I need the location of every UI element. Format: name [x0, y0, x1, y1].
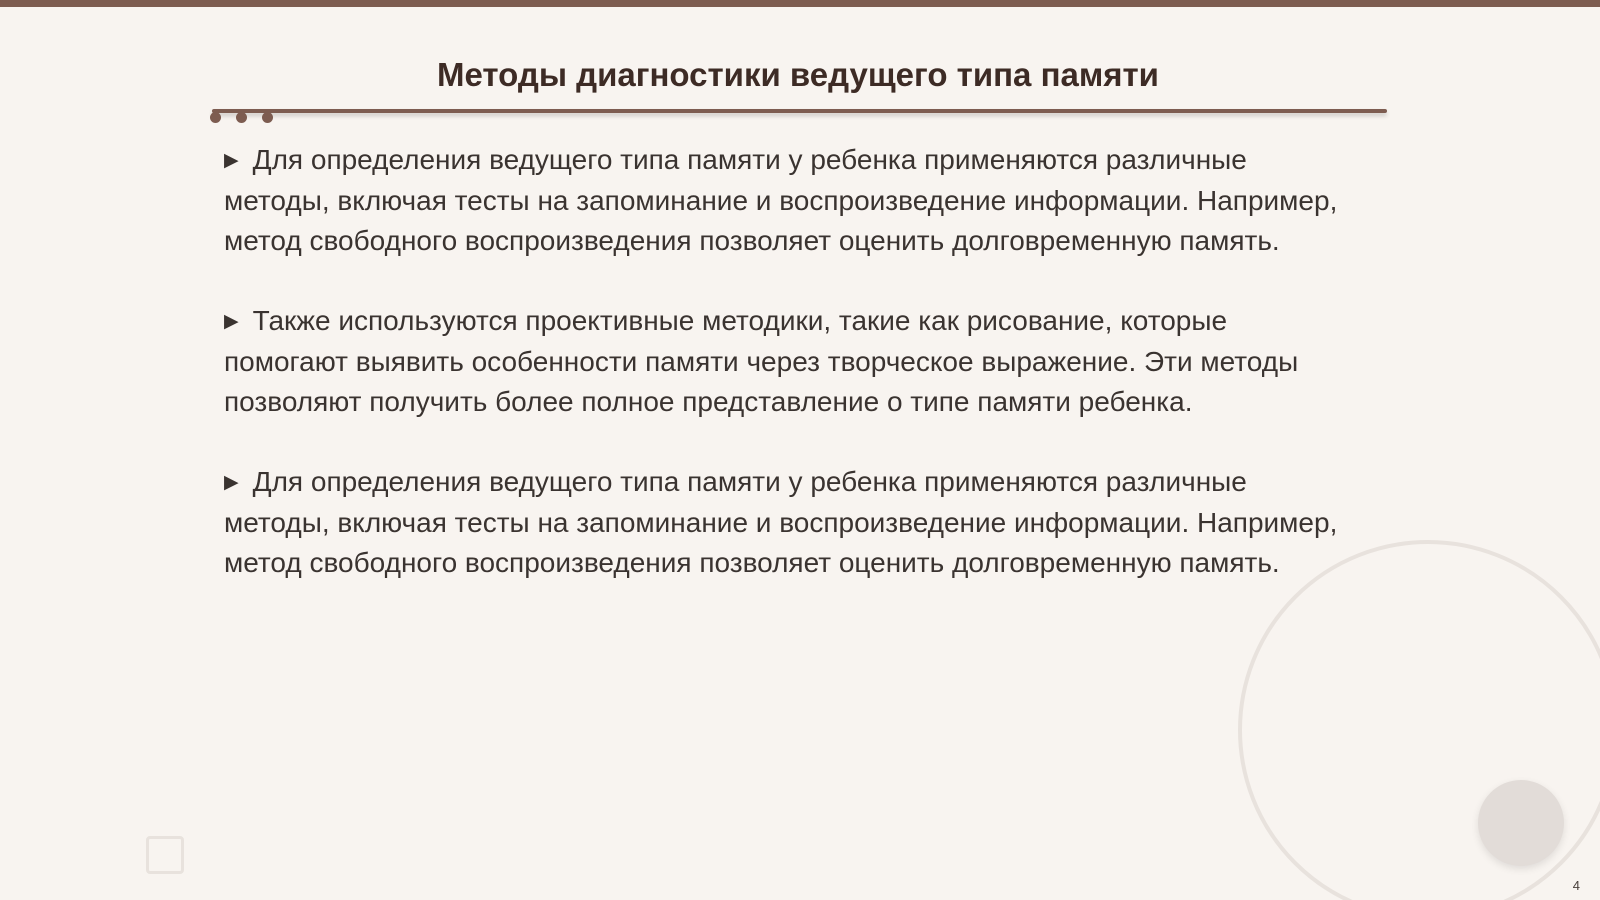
triangle-bullet-icon: ▶: [224, 150, 239, 171]
underline-dot-3: [262, 112, 273, 123]
bullet-text-2: Также используются проективные методики, такие как рисование, которые помогают выявить особенности памяти через творческое выражение. Эти методы позволяют получить более полное представление о типе памяти ребенка.: [224, 305, 1299, 417]
top-accent-bar: [0, 0, 1600, 7]
bullet-text-1: Для определения ведущего типа памяти у ребенка применяются различные методы, включая тесты на запоминание и воспроизведение информации. Например, метод свободного воспроизведения позволяет оценить долговременную память.: [224, 144, 1338, 256]
page-number: 4: [1572, 878, 1580, 893]
bullet-paragraph-2: [224, 301, 1354, 422]
title-underline: [212, 109, 1387, 113]
bullet-paragraph-3: [224, 462, 1354, 583]
slide-title: Методы диагностики ведущего типа памяти: [437, 56, 1159, 93]
triangle-bullet-icon: ▶: [224, 472, 239, 493]
bullet-text-3: Для определения ведущего типа памяти у ребенка применяются различные методы, включая тесты на запоминание и воспроизведение информации. Например, метод свободного воспроизведения позволяет оценить долговременную память.: [224, 466, 1338, 578]
underline-dot-2: [236, 112, 247, 123]
bullet-list: [224, 140, 1354, 623]
decorative-circle: [1478, 780, 1564, 866]
underline-dot-1: [210, 112, 221, 123]
bullet-paragraph-1: [224, 140, 1354, 261]
decorative-square: [146, 836, 184, 874]
triangle-bullet-icon: ▶: [224, 311, 239, 332]
